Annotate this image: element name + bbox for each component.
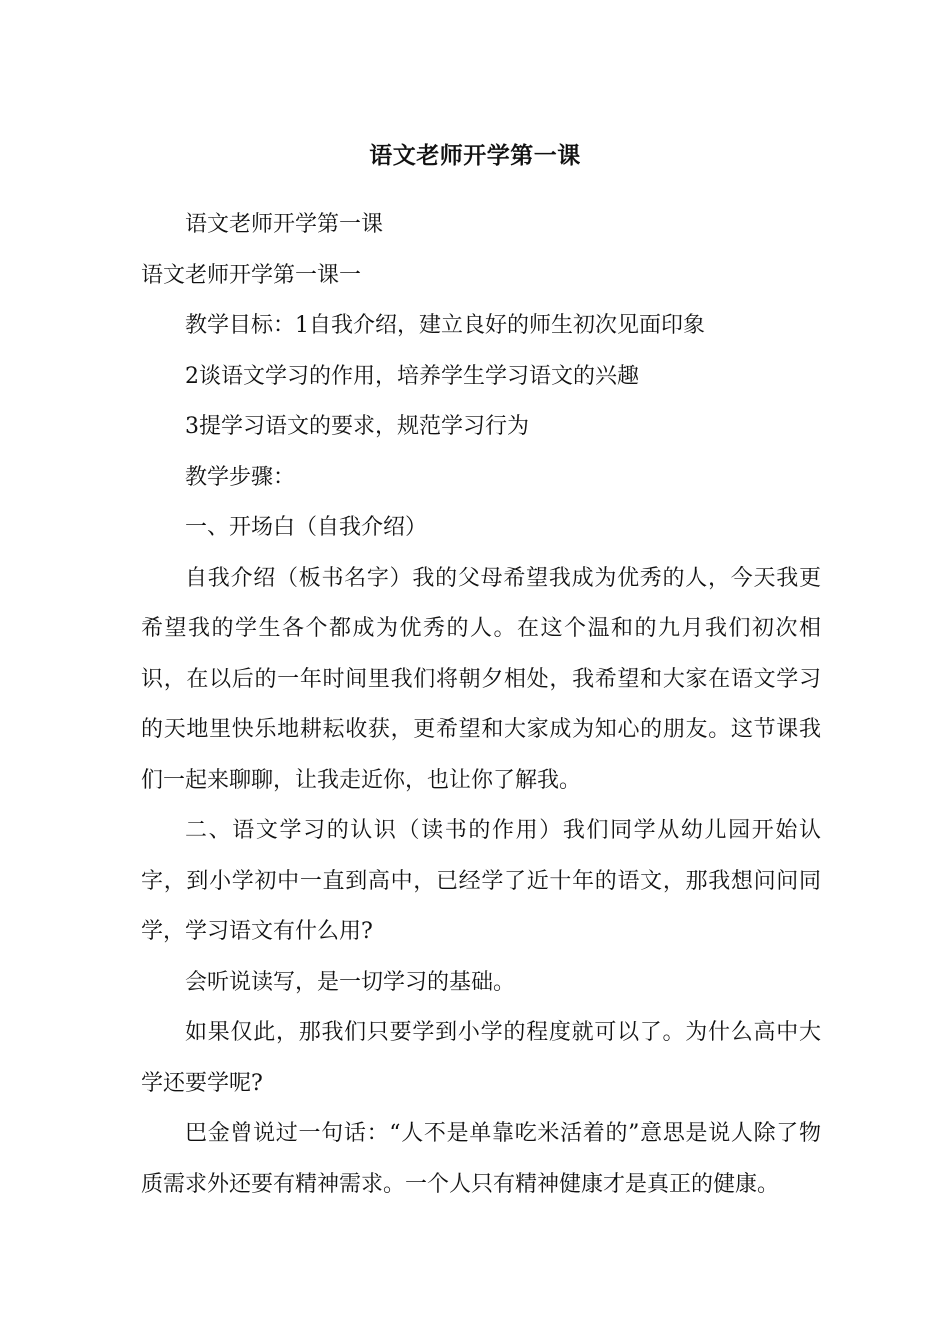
paragraph: 语文老师开学第一课 [185,212,384,237]
paragraph: 一、开场白（自我介绍） [185,515,428,540]
document-body [141,200,821,1210]
paragraph: 2谈语文学习的作用，培养学生学习语文的兴趣 [185,363,639,389]
paragraph: 自我介绍（板书名字）我的父母希望我成为优秀的人，今天我更希望我的学生各个都成为优秀的人。在这个温和的九月我们初次相识，在以后的一年时间里我们将朝夕相处，我希望和大家在语文学习的天地里快乐地耕耘收获，更希望和大家成为知心的朋友。这节课我们一起来聊聊，让我走近你，也让你了解我。 [141,565,821,793]
paragraph: 二、语文学习的认识（读书的作用）我们同学从幼儿园开始认字，到小学初中一直到高中，已经学了近十年的语文，那我想问问同学，学习语文有什么用? [141,818,821,944]
paragraph: 会听说读写，是一切学习的基础。 [185,969,516,995]
paragraph: 3提学习语文的要求，规范学习行为 [185,414,529,439]
paragraph: 教学步骤： [185,464,296,490]
document-title: 语文老师开学第一课 [369,143,581,169]
paragraph: 语文老师开学第一课一 [141,262,362,288]
paragraph: 教学目标：1自我介绍，建立良好的师生初次见面印象 [185,313,705,338]
paragraph: 如果仅此，那我们只要学到小学的程度就可以了。为什么高中大学还要学呢? [141,1020,821,1096]
paragraph: 巴金曾说过一句话：“人不是单靠吃米活着的”意思是说人除了物质需求外还要有精神需求。一个人只有精神健康才是真正的健康。 [141,1121,821,1197]
